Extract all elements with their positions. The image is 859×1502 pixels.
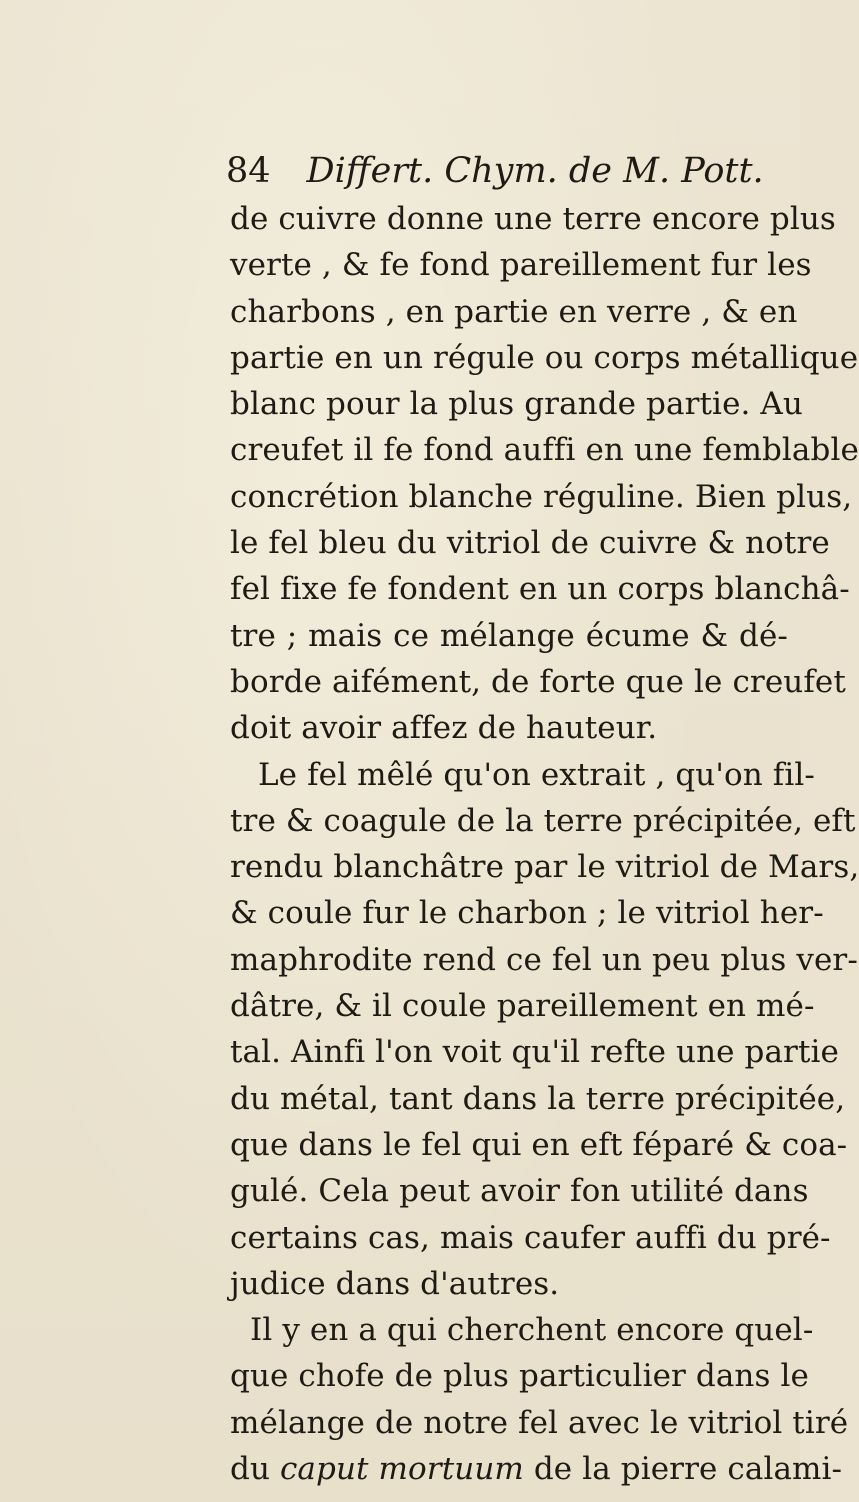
text-line: & coule fur le charbon ; le vitriol her-	[230, 895, 824, 932]
text-line: creufet il fe fond auffi en une femblable	[230, 432, 859, 469]
text-line: tre & coagule de la terre précipitée, eft	[230, 802, 856, 839]
text-line: gulé. Cela peut avoir fon utilité dans	[230, 1173, 809, 1210]
text-line: du métal, tant dans la terre précipitée,	[230, 1080, 846, 1117]
page-header	[226, 146, 786, 196]
text-line: dâtre, & il coule pareillement en mé-	[230, 988, 815, 1025]
paragraph-start-line: Il y en a qui cherchent encore quel-	[250, 1312, 814, 1349]
text-line: borde aifément, de forte que le creufet	[230, 663, 846, 700]
running-title: Differt. Chym. de M. Pott.	[306, 151, 764, 191]
text-line: charbons , en partie en verre , & en	[230, 293, 798, 330]
paragraph-start-line: Le fel mêlé qu'on extrait , qu'on fil-	[258, 756, 815, 793]
paragraph-end-line: doit avoir affez de hauteur.	[230, 710, 658, 747]
text-line: verte , & fe fond pareillement fur les	[230, 247, 812, 284]
body-text	[230, 196, 859, 1492]
page-number: 84	[226, 151, 271, 191]
last-line-end: de la pierre calami-	[523, 1451, 843, 1488]
text-line: certains cas, mais caufer auffi du pré-	[230, 1219, 831, 1256]
text-line: que dans le fel qui en eft féparé & coa-	[230, 1126, 848, 1163]
text-line: partie en un régule ou corps métallique	[230, 339, 859, 376]
text-line: concrétion blanche réguline. Bien plus,	[230, 478, 853, 515]
text-line: que chofe de plus particulier dans le	[230, 1358, 809, 1395]
text-line: mélange de notre fel avec le vitriol tiré	[230, 1404, 849, 1441]
text-line: blanc pour la plus grande partie. Au	[230, 386, 803, 423]
text-line: rendu blanchâtre par le vitriol de Mars,	[230, 849, 859, 886]
text-line: maphrodite rend ce fel un peu plus ver-	[230, 941, 858, 978]
text-line: tal. Ainfi l'on voit qu'il refte une partie	[230, 1034, 839, 1071]
text-line: fel fixe fe fondent en un corps blanchâ-	[230, 571, 850, 608]
text-line: tre ; mais ce mélange écume & dé-	[230, 617, 788, 654]
italic-latin-term: caput mortuum	[279, 1451, 524, 1488]
last-line-start: du	[230, 1451, 280, 1488]
text-line: de cuivre donne une terre encore plus	[230, 201, 836, 237]
text-line: le fel bleu du vitriol de cuivre & notre	[230, 525, 830, 562]
paragraph-end-line: judice dans d'autres.	[230, 1265, 560, 1302]
last-text-line	[230, 1446, 843, 1492]
